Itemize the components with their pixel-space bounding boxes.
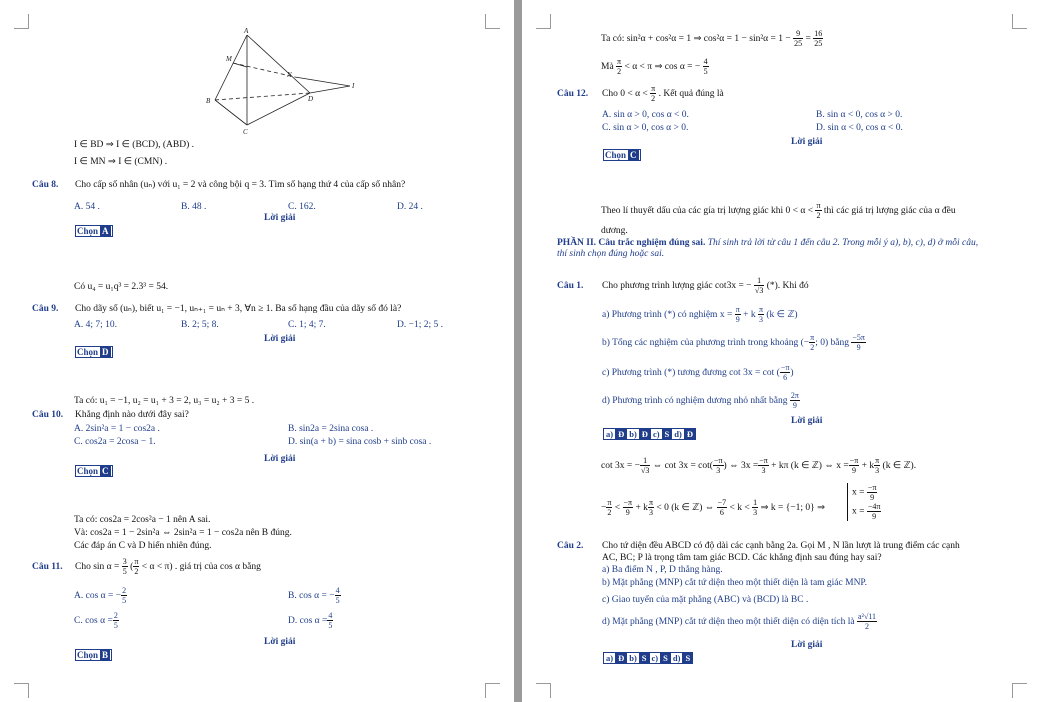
q9-loigiai: Lời giải [264, 334, 296, 344]
q11-sol-line-1: Ta có: sin²α + cos²α = 1 ⇒ cos²α = 1 − sin²α = 1 − $\frac{9}{25}$ = $\frac{16}{25}$ [601, 29, 823, 49]
part2-header: PHẦN II. Câu trắc nghiệm đúng sai. Thí sinh trả lời từ câu 1 đến câu 2. Trong mỗi ý a), b), c), d) ở mỗi câu, [557, 238, 979, 248]
c2-text-2: AC, BC; P là trọng tâm tam giác BCD. Các khẳng định sau đúng hay sai? [602, 553, 882, 563]
q8-option-b: B. 48 . [181, 202, 207, 212]
right-page [522, 0, 1041, 702]
c1-stmt-c: c) Phương trình (*) tương đương cot 3x = cot ( $\frac{-\pi}{6}$ ) [602, 363, 794, 383]
q9-text: Cho dãy số (uₙ), biết u₁ = −1, uₙ₊₁ = uₙ + 3, ∀n ≥ 1. Ba số hạng đầu của dãy số đó là? [75, 304, 402, 314]
c2-stmt-c: c) Giao tuyến của mặt phẳng (ABC) và (BCD) là BC . [602, 595, 809, 605]
c1-solution-1: cot 3x = − $\frac{1}{√3}$ ⇔ cot 3x = cot( $\frac{-\pi}{3}$ ) ⇔ 3x = $\frac{-\pi}{3}$ + kπ (k ∈ ℤ) ⇔ x = $\frac{-\pi}{9}$ + k $\frac{\pi}{3}$ (k ∈ ℤ). [601, 456, 917, 476]
q8-text: Cho cấp số nhân (uₙ) với u₁ = 2 và công bội q = 3. Tìm số hạng thứ 4 của cấp số nhân? [75, 180, 406, 190]
c1-stmt-a: a) Phương trình (*) có nghiệm x = $\frac{\pi}{9}$ + k $\frac{\pi}{3}$ (k ∈ ℤ) [602, 305, 798, 325]
q12-option-c: C. sin α > 0, cos α > 0. [602, 123, 689, 133]
q10-loigiai: Lời giải [264, 454, 296, 464]
q12-option-b: B. sin α < 0, cos α > 0. [816, 110, 903, 120]
q12-option-d: D. sin α < 0, cos α < 0. [816, 123, 903, 133]
reason-line-2: I ∈ MN ⇒ I ∈ (CMN) . [74, 157, 168, 167]
tetrahedron-figure [195, 25, 365, 137]
label-c: C [243, 128, 248, 136]
c2-answer-strip: a) Đ b) S c) S d) S [603, 652, 693, 664]
label-n: N [287, 71, 292, 79]
label-a: A [244, 27, 249, 35]
q8-option-a: A. 54 . [74, 202, 100, 212]
q10-number: Câu 10. [32, 410, 64, 420]
q8-option-d: D. 24 . [397, 202, 423, 212]
q12-text: Cho 0 < α < $\frac{\pi}{2}$ . Kết quả đúng là [602, 84, 724, 104]
q11-sol-line-2: Mà $\frac{\pi}{2}$ < α < π ⇒ cos α = − $\frac{4}{5}$ [601, 57, 708, 77]
q10-solution-2: Và: cos2a = 1 − 2sin²a ⇔ 2sin²a = 1 − cos2a nên B đúng. [74, 528, 292, 538]
q11-option-c: C. cos α = $\frac{2}{5}$ [74, 611, 118, 631]
q11-option-d: D. cos α = $\frac{4}{5}$ [288, 611, 333, 631]
c1-solution-2: − $\frac{\pi}{2}$ < $\frac{-\pi}{9}$ + k $\frac{\pi}{3}$ < 0 (k ∈ ℤ) ⇔ $\frac{-7}{6}$ < k < $\frac{1}{3}$ ⇒ k = {−1; 0} ⇒ [601, 498, 826, 518]
q9-chon-badge: Chọn D [75, 346, 113, 358]
q12-solution-2: dương. [601, 226, 628, 236]
q12-solution-1: Theo lí thuyết dấu của các gía trị lượng giác khi 0 < α < $\frac{\pi}{2}$ thì các giá trị lượng giác của α đều [601, 201, 956, 221]
c1-solution-set: x = $\frac{-\pi}{9}$ x = $\frac{-4\pi}{9}$ [847, 483, 881, 521]
c1-text: Cho phương trình lượng giác cot3x = − $\frac{1}{√3}$ (*). Khi đó [602, 276, 809, 296]
label-m: M [226, 55, 232, 63]
q10-option-b: B. sin2a = 2sina cosa . [288, 424, 374, 434]
q10-option-c: C. cos2a = 2cosa − 1. [74, 437, 156, 447]
q8-number: Câu 8. [32, 180, 59, 190]
q11-number: Câu 11. [32, 562, 63, 572]
c2-number: Câu 2. [557, 541, 584, 551]
c1-loigiai: Lời giải [791, 416, 823, 426]
c2-stmt-a: a) Ba điểm N , P, D thẳng hàng. [602, 565, 723, 575]
q8-solution: Có u₄ = u₁q³ = 2.3³ = 54. [74, 282, 169, 292]
page-gap [514, 0, 522, 702]
q9-solution: Ta có: u₁ = −1, u₂ = u₁ + 3 = 2, u₃ = u₂ + 3 = 5 . [74, 396, 255, 406]
q11-option-a: A. cos α = − $\frac{2}{5}$ [74, 586, 127, 606]
reason-line-1: I ∈ BD ⇒ I ∈ (BCD), (ABD) . [74, 140, 195, 150]
c2-stmt-d: d) Mặt phẳng (MNP) cắt tứ diện theo một thiết diện có diện tích là $\frac{\text{a²√11}}{2}$ [602, 612, 877, 632]
c2-stmt-b: b) Mặt phẳng (MNP) cắt tứ diện theo một thiết diện là tam giác MNP. [602, 578, 868, 588]
c1-stmt-b: b) Tổng các nghiệm của phương trình trong khoảng (− $\frac{\pi}{2}$ ; 0) bằng $\frac{-5\pi}{9}$ [602, 333, 865, 353]
q10-option-d: D. sin(a + b) = sina cosb + sinb cosa . [288, 437, 432, 447]
q9-option-d: D. −1; 2; 5 . [397, 320, 443, 330]
q11-option-b: B. cos α = − $\frac{4}{5}$ [288, 586, 340, 606]
c1-stmt-d: d) Phương trình có nghiệm dương nhỏ nhất bằng $\frac{2\pi}{9}$ [602, 391, 799, 411]
part2-desc-2: thí sinh chọn đúng hoặc sai. [557, 249, 665, 259]
label-b: B [206, 97, 211, 105]
q10-option-a: A. 2sin²a = 1 − cos2a . [74, 424, 160, 434]
q11-loigiai: Lời giải [264, 637, 296, 647]
q10-text: Khẳng định nào dưới đây sai? [75, 410, 189, 420]
q9-option-a: A. 4; 7; 10. [74, 320, 118, 330]
label-d: D [308, 95, 314, 103]
q9-number: Câu 9. [32, 304, 59, 314]
q12-number: Câu 12. [557, 89, 589, 99]
q10-solution-1: Ta có: cos2a = 2cos²a − 1 nên A sai. [74, 515, 211, 525]
c1-number: Câu 1. [557, 281, 584, 291]
q12-chon-badge: Chọn C [603, 149, 641, 161]
left-page [0, 0, 514, 702]
q10-chon-badge: Chọn C [75, 465, 113, 477]
q8-chon-badge: Chọn A [75, 225, 113, 237]
q10-solution-3: Các đáp án C và D hiển nhiên đúng. [74, 541, 212, 551]
c1-answer-strip: a) Đ b) Đ c) S d) Đ [603, 428, 696, 440]
c2-loigiai: Lời giải [791, 640, 823, 650]
c2-text: Cho tứ diện đều ABCD có độ dài các cạnh bằng 2a. Gọi M , N lần lượt là trung điểm các cạnh [602, 541, 960, 551]
label-i: I [352, 82, 355, 90]
q11-text: Cho sin α = $\frac{3}{5}$ ( $\frac{\pi}{2}$ < α < π) . giá trị của cos α bằng [75, 557, 261, 577]
q8-option-c: C. 162. [288, 202, 316, 212]
q9-option-b: B. 2; 5; 8. [181, 320, 219, 330]
q11-chon-badge: Chọn B [75, 649, 112, 661]
q9-option-c: C. 1; 4; 7. [288, 320, 326, 330]
q12-option-a: A. sin α > 0, cos α < 0. [602, 110, 689, 120]
q8-loigiai: Lời giải [264, 213, 296, 223]
q12-loigiai: Lời giải [791, 137, 823, 147]
